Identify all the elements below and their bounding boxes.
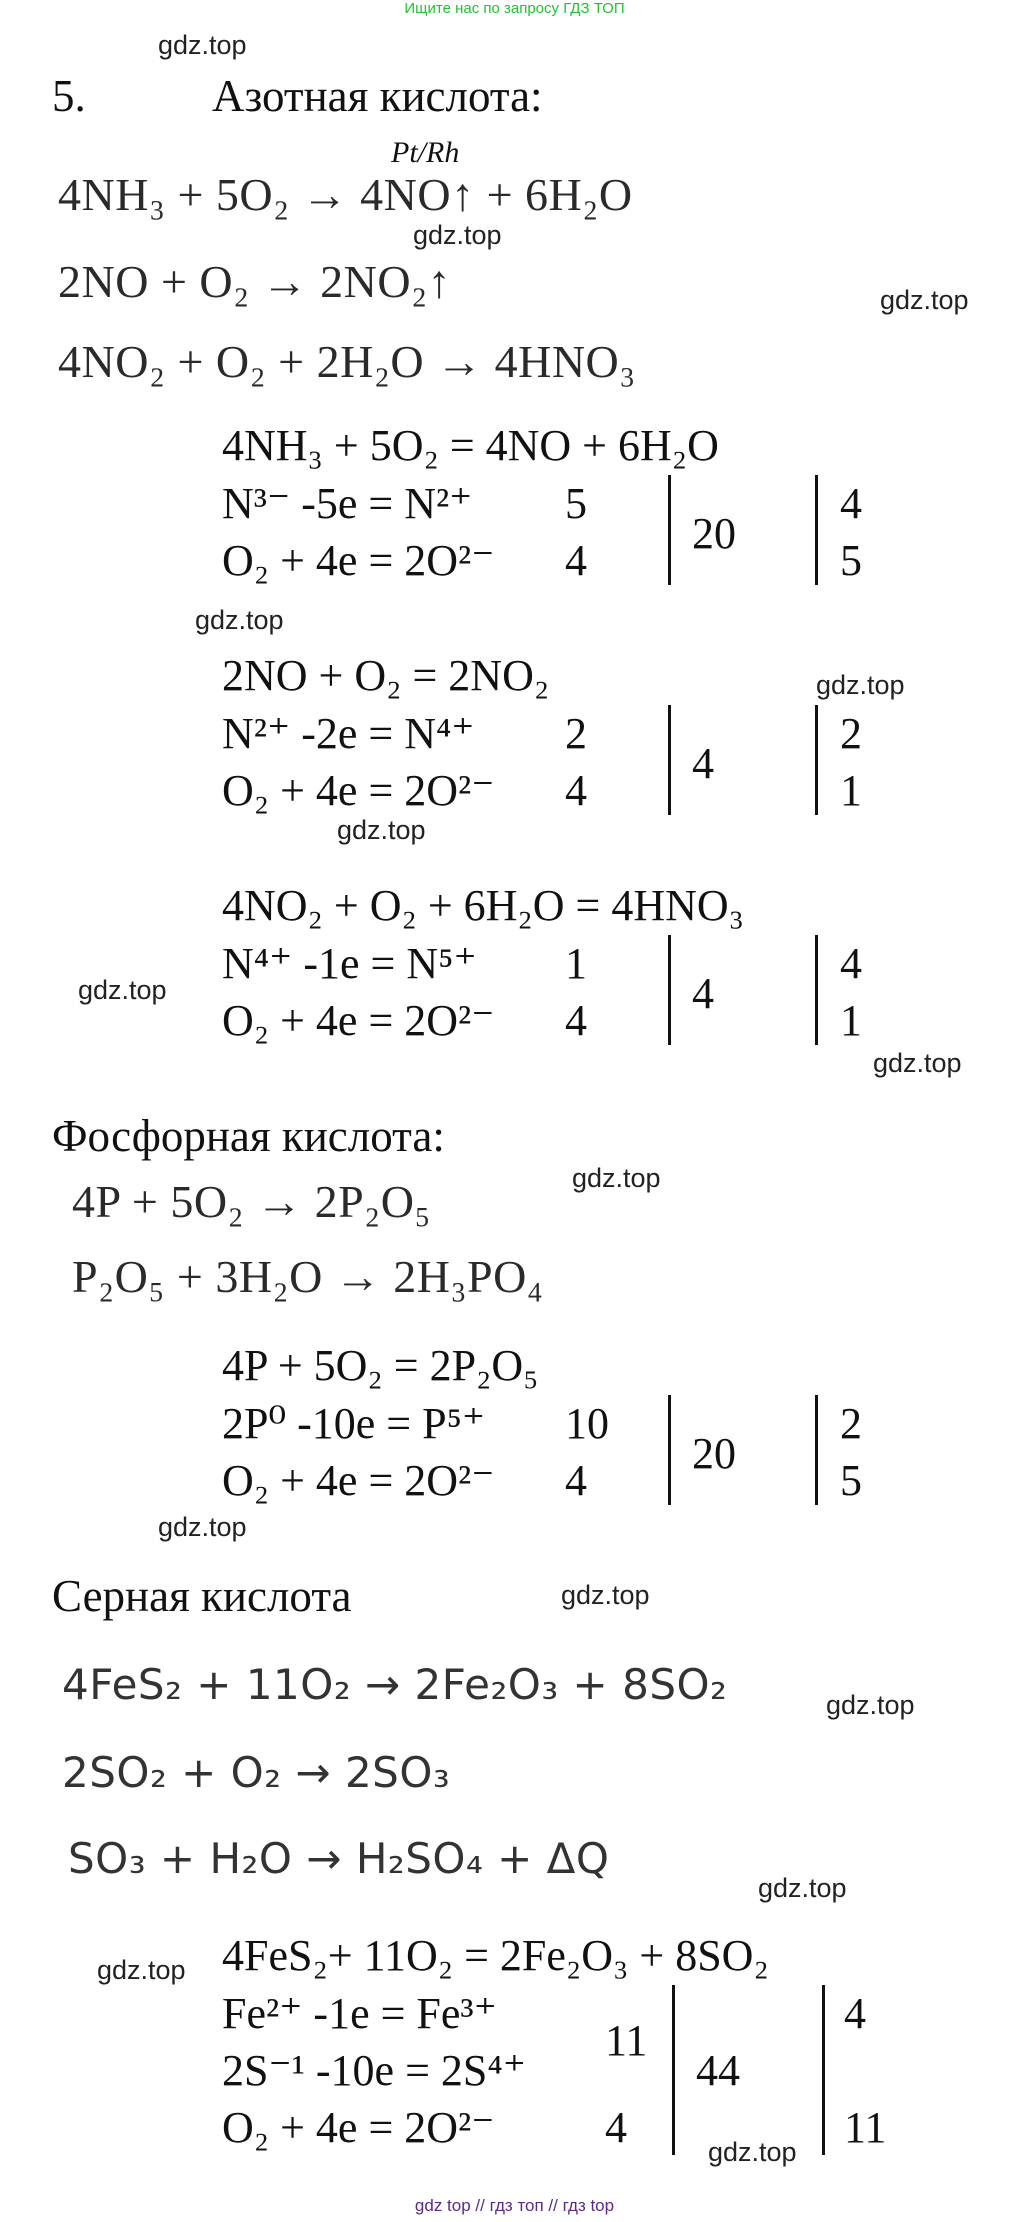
coefficient: 11 (844, 2103, 887, 2152)
sulfuric-reaction-1: 4FeS₂ + 11O₂ → 2Fe₂O₃ + 8SO₂ (62, 1660, 728, 1709)
half-reaction: N⁴⁺ -1e = N⁵⁺ (222, 939, 477, 988)
divider (668, 475, 671, 585)
sulfuric-reaction-3: SO₃ + H₂O → H₂SO₄ + ΔQ (68, 1834, 610, 1883)
electron-count: 10 (565, 1399, 609, 1448)
half-reaction: O₂ + 4e = 2O²⁻ (222, 766, 495, 815)
electron-count: 4 (565, 766, 587, 815)
half-reaction: N³⁻ -5e = N²⁺ (222, 479, 473, 528)
catalyst-label: Pt/Rh (391, 136, 460, 169)
watermark: gdz.top (758, 1873, 847, 1903)
electron-count: 11 (605, 2016, 648, 2065)
task-number: 5. (52, 71, 86, 121)
divider (815, 1395, 818, 1505)
site-banner[interactable]: Ищите нас по запросу ГДЗ ТОП (404, 0, 625, 17)
coefficient: 4 (844, 1989, 866, 2038)
coefficient: 5 (840, 536, 862, 585)
coefficient: 1 (840, 996, 862, 1045)
electron-count: 4 (565, 996, 587, 1045)
balance-equation: 4NH₃ + 5O₂ = 4NO + 6H₂O (222, 421, 719, 470)
lcm: 4 (692, 739, 714, 788)
section-title-nitric: Азотная кислота: (212, 71, 543, 121)
watermark: gdz.top (413, 220, 502, 250)
divider (815, 475, 818, 585)
half-reaction: O₂ + 4e = 2O²⁻ (222, 1456, 495, 1505)
watermark: gdz.top (195, 605, 284, 635)
half-reaction: 2P⁰ -10e = P⁵⁺ (222, 1399, 486, 1448)
divider (668, 705, 671, 815)
sulfuric-reaction-2: 2SO₂ + O₂ → 2SO₃ (62, 1748, 451, 1797)
balance-equation: 2NO + O₂ = 2NO₂ (222, 651, 550, 700)
nitric-reaction-1: 4NH₃ + 5O₂ → 4NO↑ + 6H₂O (58, 169, 633, 220)
divider (668, 935, 671, 1045)
section-title-sulfuric: Серная кислота (52, 1571, 352, 1621)
watermark: gdz.top (708, 2137, 797, 2167)
section-title-phosphoric: Фосфорная кислота: (52, 1111, 445, 1161)
electron-count: 4 (565, 536, 587, 585)
half-reaction: N²⁺ -2e = N⁴⁺ (222, 709, 475, 758)
half-reaction: O₂ + 4e = 2O²⁻ (222, 536, 495, 585)
watermark: gdz.top (78, 975, 167, 1005)
electron-count: 4 (605, 2103, 627, 2152)
electron-count: 1 (565, 939, 587, 988)
lcm: 44 (696, 2046, 740, 2095)
balance-equation: 4P + 5O₂ = 2P₂O₅ (222, 1341, 539, 1390)
watermark: gdz.top (158, 1512, 247, 1542)
electron-count: 4 (565, 1456, 587, 1505)
lcm: 4 (692, 969, 714, 1018)
watermark: gdz.top (337, 815, 426, 845)
phosphoric-reaction-2: P₂O₅ + 3H₂O → 2H₃PO₄ (72, 1251, 544, 1302)
balance-equation: 4FeS₂+ 11O₂ = 2Fe₂O₃ + 8SO₂ (222, 1931, 769, 1980)
half-reaction: Fe²⁺ -1e = Fe³⁺ (222, 1989, 497, 2038)
electron-count: 5 (565, 479, 587, 528)
watermark: gdz.top (826, 1690, 915, 1720)
watermark: gdz.top (97, 1955, 186, 1985)
coefficient: 4 (840, 479, 862, 528)
divider (668, 1395, 671, 1505)
coefficient: 2 (840, 709, 862, 758)
lcm: 20 (692, 509, 736, 558)
half-reaction: O₂ + 4e = 2O²⁻ (222, 2103, 495, 2152)
watermark: gdz.top (880, 285, 969, 315)
divider (822, 1985, 825, 2155)
divider (815, 705, 818, 815)
watermark: gdz.top (561, 1580, 650, 1610)
nitric-reaction-2: 2NO + O₂ → 2NO₂↑ (58, 256, 452, 307)
coefficient: 5 (840, 1456, 862, 1505)
half-reaction: O₂ + 4e = 2O²⁻ (222, 996, 495, 1045)
coefficient: 4 (840, 939, 862, 988)
electron-count: 2 (565, 709, 587, 758)
footer-links[interactable]: gdz top // гдз топ // гдз top (414, 2196, 615, 2215)
divider (672, 1985, 675, 2155)
watermark: gdz.top (572, 1163, 661, 1193)
coefficient: 1 (840, 766, 862, 815)
watermark: gdz.top (158, 30, 247, 60)
half-reaction: 2S⁻¹ -10e = 2S⁴⁺ (222, 2046, 526, 2095)
coefficient: 2 (840, 1399, 862, 1448)
watermark: gdz.top (873, 1048, 962, 1078)
lcm: 20 (692, 1429, 736, 1478)
divider (815, 935, 818, 1045)
watermark: gdz.top (816, 670, 905, 700)
phosphoric-reaction-1: 4P + 5O₂ → 2P₂O₅ (72, 1176, 431, 1227)
balance-equation: 4NO₂ + O₂ + 6H₂O = 4HNO₃ (222, 881, 745, 930)
nitric-reaction-3: 4NO₂ + O₂ + 2H₂O → 4HNO₃ (58, 336, 636, 387)
